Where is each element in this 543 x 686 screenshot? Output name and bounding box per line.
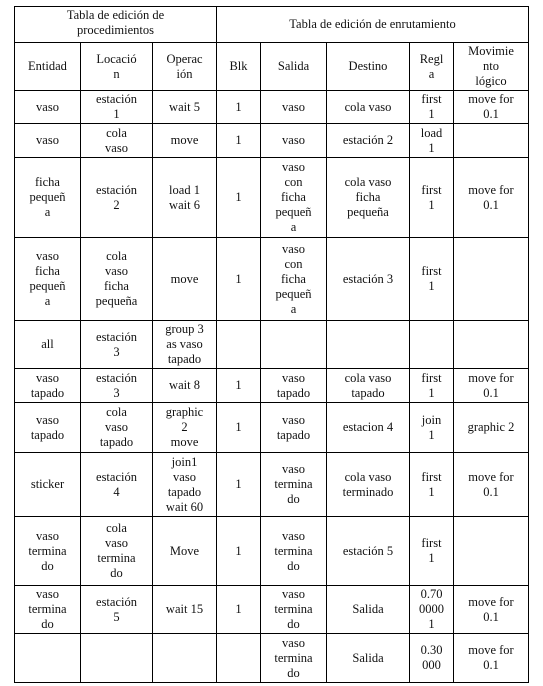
table-row [15, 91, 529, 124]
cell-operacion [153, 634, 217, 683]
cell-locacion: estación 1 [81, 91, 153, 124]
cell-operacion: wait 15 [153, 586, 217, 634]
table-row [15, 453, 529, 517]
cell-movimiento [454, 517, 529, 586]
cell-locacion: cola vaso termina do [81, 517, 153, 586]
cell-entidad: sticker [15, 453, 81, 517]
cell-salida: vaso con ficha pequeñ a [261, 238, 327, 321]
group-header-row [15, 7, 529, 43]
cell-operacion: move [153, 238, 217, 321]
cell-salida: vaso termina do [261, 634, 327, 683]
cell-locacion: estación 3 [81, 321, 153, 369]
cell-entidad: vaso [15, 124, 81, 158]
cell-salida: vaso tapado [261, 403, 327, 453]
cell-locacion: cola vaso [81, 124, 153, 158]
table-row [15, 238, 529, 321]
cell-regla: first 1 [410, 517, 454, 586]
cell-entidad: vaso tapado [15, 403, 81, 453]
cell-destino: estacion 4 [327, 403, 410, 453]
cell-blk: 1 [217, 517, 261, 586]
cell-destino: estación 2 [327, 124, 410, 158]
cell-movimiento: move for 0.1 [454, 369, 529, 403]
cell-movimiento [454, 238, 529, 321]
cell-regla: first 1 [410, 238, 454, 321]
cell-movimiento: move for 0.1 [454, 453, 529, 517]
cell-salida: vaso [261, 124, 327, 158]
cell-blk: 1 [217, 238, 261, 321]
cell-salida: vaso con ficha pequeñ a [261, 158, 327, 238]
cell-destino: cola vaso [327, 91, 410, 124]
cell-movimiento: graphic 2 [454, 403, 529, 453]
cell-locacion: estación 3 [81, 369, 153, 403]
cell-entidad: vaso termina do [15, 517, 81, 586]
cell-movimiento: move for 0.1 [454, 158, 529, 238]
cell-locacion: estación 2 [81, 158, 153, 238]
column-header-entidad: Entidad [15, 43, 81, 91]
cell-regla: first 1 [410, 91, 454, 124]
cell-operacion: Move [153, 517, 217, 586]
cell-destino: cola vaso terminado [327, 453, 410, 517]
table-row [15, 369, 529, 403]
table-row [15, 586, 529, 634]
cell-destino: estación 3 [327, 238, 410, 321]
cell-locacion: cola vaso ficha pequeña [81, 238, 153, 321]
table-row [15, 517, 529, 586]
cell-entidad: vaso termina do [15, 586, 81, 634]
cell-entidad: vaso ficha pequeñ a [15, 238, 81, 321]
cell-movimiento: move for 0.1 [454, 586, 529, 634]
table-row [15, 321, 529, 369]
cell-regla [410, 321, 454, 369]
cell-regla: join 1 [410, 403, 454, 453]
cell-operacion: join1 vaso tapado wait 60 [153, 453, 217, 517]
cell-blk: 1 [217, 586, 261, 634]
column-header-locacion: Locació n [81, 43, 153, 91]
routing-document [14, 6, 529, 683]
column-header-destino: Destino [327, 43, 410, 91]
cell-movimiento: move for 0.1 [454, 634, 529, 683]
cell-blk [217, 634, 261, 683]
cell-salida [261, 321, 327, 369]
cell-operacion: move [153, 124, 217, 158]
column-header-movimiento: Movimie nto lógico [454, 43, 529, 91]
cell-salida: vaso termina do [261, 453, 327, 517]
cell-locacion: estación 5 [81, 586, 153, 634]
cell-blk: 1 [217, 453, 261, 517]
cell-blk [217, 321, 261, 369]
cell-destino: Salida [327, 586, 410, 634]
column-header-operacion: Operac ión [153, 43, 217, 91]
cell-destino [327, 321, 410, 369]
cell-operacion: group 3 as vaso tapado [153, 321, 217, 369]
table-row [15, 634, 529, 683]
cell-regla: 0.30 000 [410, 634, 454, 683]
cell-salida: vaso [261, 91, 327, 124]
cell-blk: 1 [217, 369, 261, 403]
cell-regla: 0.70 0000 1 [410, 586, 454, 634]
cell-movimiento [454, 321, 529, 369]
cell-operacion: wait 5 [153, 91, 217, 124]
cell-destino: cola vaso ficha pequeña [327, 158, 410, 238]
cell-blk: 1 [217, 403, 261, 453]
cell-salida: vaso termina do [261, 517, 327, 586]
cell-locacion: cola vaso tapado [81, 403, 153, 453]
column-header-blk: Blk [217, 43, 261, 91]
cell-operacion: wait 8 [153, 369, 217, 403]
cell-locacion [81, 634, 153, 683]
cell-regla: first 1 [410, 158, 454, 238]
cell-movimiento: move for 0.1 [454, 91, 529, 124]
table-body [15, 91, 529, 683]
cell-entidad: ficha pequeñ a [15, 158, 81, 238]
procedure-routing-table [14, 6, 529, 683]
column-header-row [15, 43, 529, 91]
column-header-salida: Salida [261, 43, 327, 91]
cell-entidad: vaso [15, 91, 81, 124]
cell-movimiento [454, 124, 529, 158]
table-row [15, 158, 529, 238]
cell-blk: 1 [217, 124, 261, 158]
group-header-procedures: Tabla de edición de procedimientos [15, 7, 217, 43]
cell-entidad: all [15, 321, 81, 369]
cell-operacion: load 1 wait 6 [153, 158, 217, 238]
cell-destino: estación 5 [327, 517, 410, 586]
cell-blk: 1 [217, 91, 261, 124]
table-row [15, 124, 529, 158]
table-row [15, 403, 529, 453]
cell-destino: Salida [327, 634, 410, 683]
cell-operacion: graphic 2 move [153, 403, 217, 453]
cell-salida: vaso tapado [261, 369, 327, 403]
cell-salida: vaso termina do [261, 586, 327, 634]
group-header-routing: Tabla de edición de enrutamiento [217, 7, 529, 43]
cell-locacion: estación 4 [81, 453, 153, 517]
cell-destino: cola vaso tapado [327, 369, 410, 403]
cell-entidad: vaso tapado [15, 369, 81, 403]
cell-regla: first 1 [410, 369, 454, 403]
cell-blk: 1 [217, 158, 261, 238]
cell-regla: load 1 [410, 124, 454, 158]
cell-entidad [15, 634, 81, 683]
cell-regla: first 1 [410, 453, 454, 517]
column-header-regla: Regl a [410, 43, 454, 91]
